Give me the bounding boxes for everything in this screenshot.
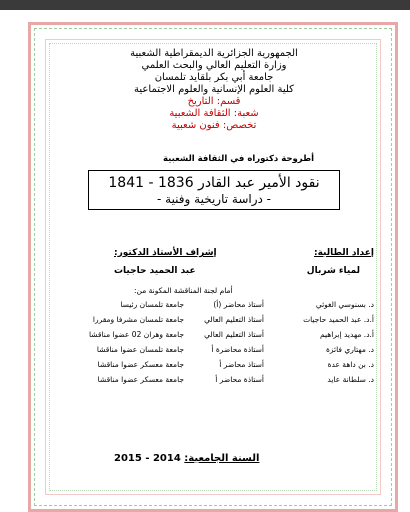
jury-row [54, 330, 374, 345]
academic-year-value: 2014 - 2015 [114, 453, 181, 464]
jury-row [54, 345, 374, 360]
jury-institution: جامعة معسكر عضوا مناقشا [97, 375, 184, 384]
header-line: الجمهورية الجزائرية الديمقراطية الشعبية [130, 48, 298, 59]
student-name: لمياء شربال [306, 266, 360, 276]
jury-rank: أستاذ التعليم العالي [204, 330, 264, 339]
jury-rank: أستاذ التعليم العالي [204, 315, 264, 324]
jury-rank: أستاذ محاضر (أ) [213, 300, 264, 309]
jury-rank: أستاذة محاضر أ [215, 375, 264, 384]
jury-row [54, 360, 374, 375]
branch: شعبة: الثقافة الشعبية [169, 108, 259, 119]
academic-year [114, 453, 259, 464]
thesis-title-box [88, 170, 340, 210]
jury-name: د. بسنوسي الغوثي [315, 300, 374, 309]
thesis-subtitle: - دراسة تاريخية وفنية - [156, 192, 272, 206]
jury-institution: جامعة معسكر عضوا مناقشا [97, 360, 184, 369]
jury-name: د. بن داهة عدة [327, 360, 374, 369]
jury-name: د. سلطانة عايد [327, 375, 374, 384]
institution-header [54, 48, 374, 132]
committee-label: أمام لجنة المناقشة المكونة من: [134, 286, 233, 295]
academic-year-label: السنة الجامعية: [184, 453, 260, 464]
jury-row [54, 375, 374, 390]
jury-institution: جامعة تلمسان عضوا مناقشا [96, 345, 184, 354]
jury-name: د. مهتاري فائزة [325, 345, 374, 354]
jury-institution: جامعة تلمسان رئيسا [120, 300, 184, 309]
department: قسم: التاريخ [187, 96, 241, 107]
jury-institution: جامعة وهران 02 عضوا مناقشا [88, 330, 184, 339]
thesis-type: أطروحة دكتوراه في الثقافة الشعبية [163, 154, 314, 164]
jury-rank: أستاذ محاضر أ [219, 360, 264, 369]
header-line: وزارة التعليم العالي والبحث العلمي [141, 60, 287, 71]
viewer-top-bar [0, 0, 410, 10]
jury-row [54, 300, 374, 315]
specialty: تخصص: فنون شعبية [171, 120, 257, 131]
supervisor-name: عبد الحميد حاجيات [114, 266, 196, 276]
header-line: جامعة أبي بكر بلقايد تلمسان [154, 72, 274, 83]
page-content [54, 48, 374, 488]
supervisor-label: إشراف الأستاذ الدكتور: [114, 248, 217, 258]
jury-name: أ.د. عبد الحميد حاجيات [303, 315, 374, 324]
jury-name: أ.د. مهديد إبراهيم [320, 330, 374, 339]
document-page [12, 10, 400, 510]
jury-row [54, 315, 374, 330]
jury-rank: أستاذة محاضرة أ [211, 345, 264, 354]
jury-institution: جامعة تلمسان مشرفا ومقررا [92, 315, 184, 324]
thesis-title: نقود الأمير عبد القادر 1836 - 1841 [108, 175, 320, 191]
prepared-by-label: إعداد الطالبة: [314, 248, 374, 258]
header-line: كلية العلوم الإنسانية والعلوم الاجتماعية [134, 84, 294, 95]
jury-list [54, 300, 374, 390]
